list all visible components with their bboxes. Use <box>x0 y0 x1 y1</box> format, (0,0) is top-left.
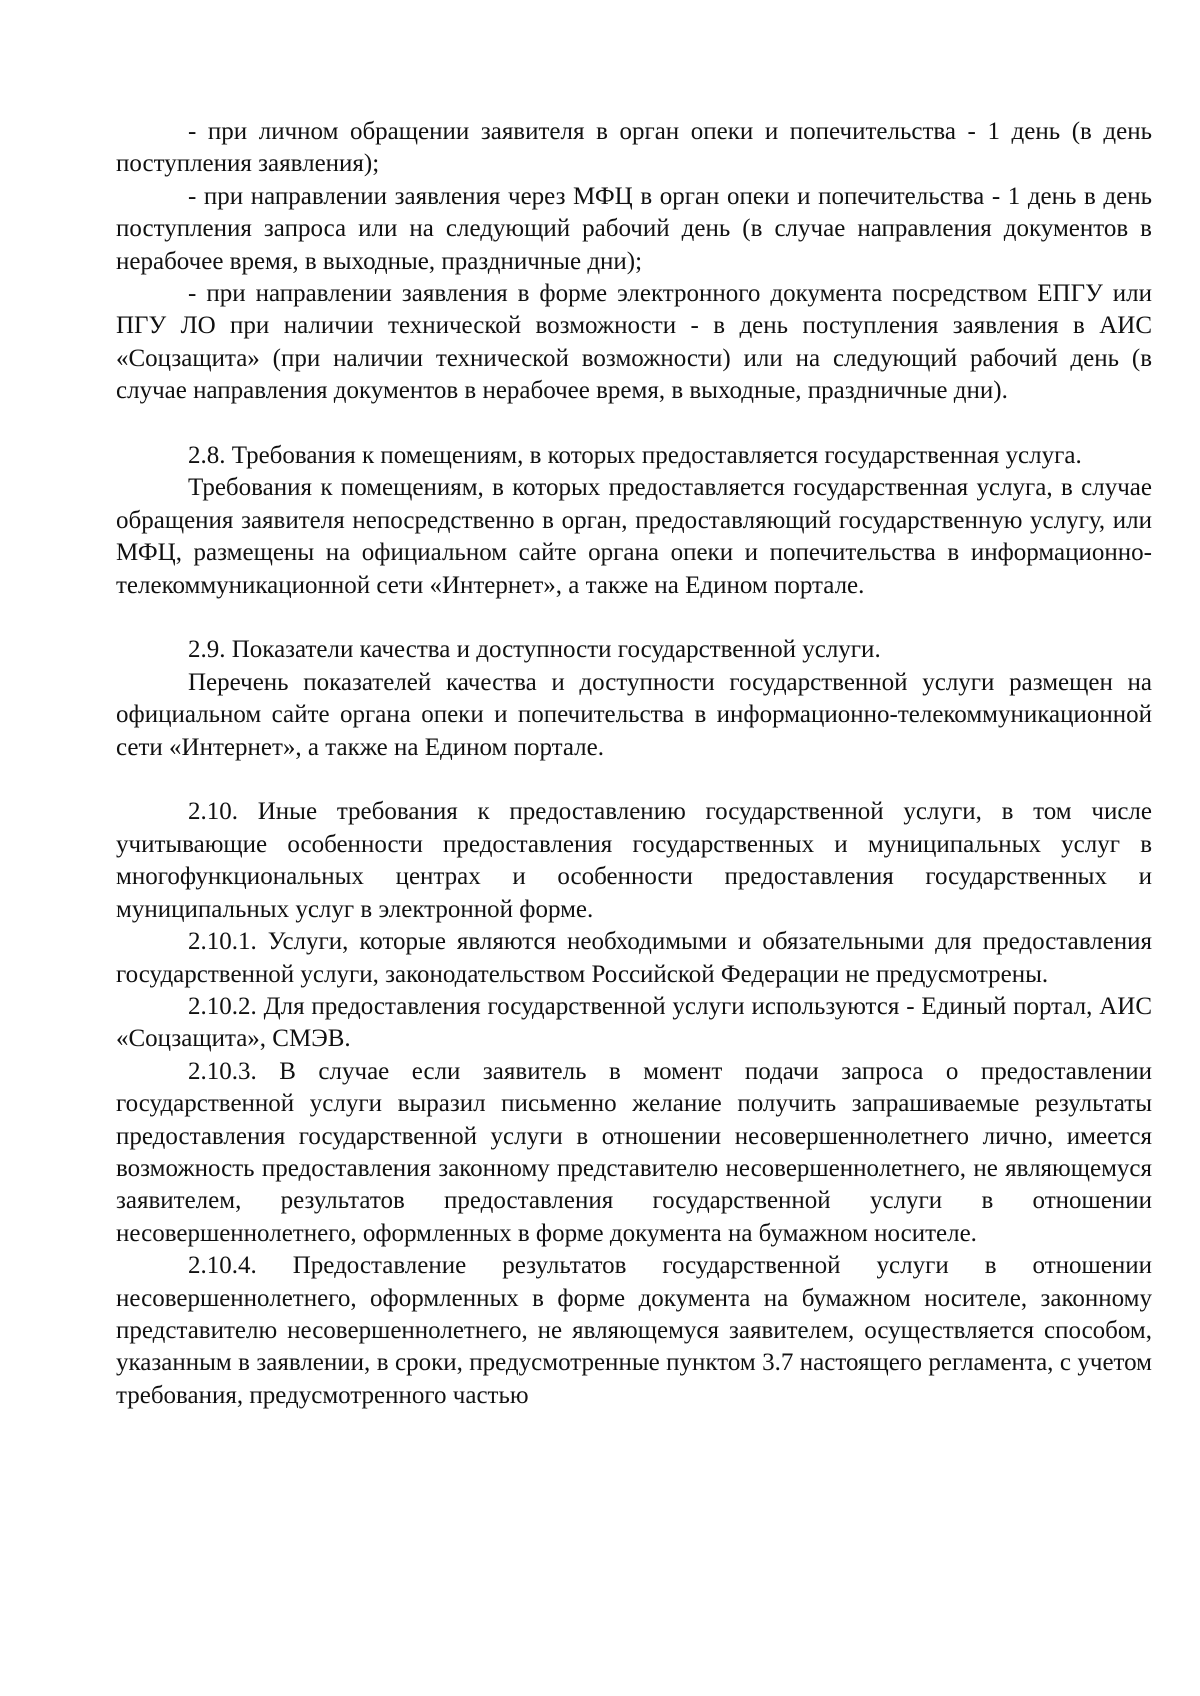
paragraph-personal-visit: - при личном обращении заявителя в орган опеки и попечительства - 1 день (в день поступления заявления); <box>116 118 1152 178</box>
section-heading-2-9: 2.9. Показатели качества и доступности государственной услуги. <box>188 636 881 664</box>
paragraph-2-10-4: 2.10.4. Предоставление результатов государственной услуги в отношении несовершеннолетнего, оформленных в форме документа на бумажном носителе, законному представителю несовершеннолетнего, не являющемуся заявителем, осуществляется способом, указанным в заявлении, в сроки, предусмотренные пунктом 3.7 настоящего регламента, с учетом требования, предусмотренного частью <box>116 1252 1152 1409</box>
paragraph-2-10-1: 2.10.1. Услуги, которые являются необходимыми и обязательными для предоставления государственной услуги, законодательством Российской Федерации не предусмотрены. <box>116 928 1152 988</box>
paragraph-quality-indicators: Перечень показателей качества и доступности государственной услуги размещен на официальном сайте органа опеки и попечительства в информационно-телекоммуникационной сети «Интернет», а также на Едином портале. <box>116 668 1152 761</box>
paragraph-premises-requirements: Требования к помещениям, в которых предоставляется государственная услуга, в случае обращения заявителя непосредственно в орган, предоставляющий государственную услугу, или МФЦ, размещены на официальном сайте органа опеки и попечительства в информационно-телекоммуникационной сети «Интернет», а также на Едином портале. <box>116 474 1152 599</box>
section-heading-2-8: 2.8. Требования к помещениям, в которых предоставляется государственная услуга. <box>188 442 1082 470</box>
paragraph-mfc-submission: - при направлении заявления через МФЦ в орган опеки и попечительства - 1 день в день поступления запроса или на следующий рабочий день (в случае направления документов в нерабочее время, в выходные, праздничные дни); <box>116 182 1152 275</box>
document-body <box>116 116 1152 1412</box>
section-heading-2-10: 2.10. Иные требования к предоставлению государственной услуги, в том числе учитывающие особенности предоставления государственных и муниципальных услуг в многофункциональных центрах и особенности предоставления государственных и муниципальных услуг в электронной форме. <box>116 798 1152 923</box>
paragraph-electronic-submission: - при направлении заявления в форме электронного документа посредством ЕПГУ или ПГУ ЛО при наличии технической возможности - в день поступления заявления в АИС «Соцзащита» (при наличии технической возможности) или на следующий рабочий день (в случае направления документов в нерабочее время, в выходные, праздничные дни). <box>116 280 1152 405</box>
paragraph-2-10-2: 2.10.2. Для предоставления государственной услуги используются - Единый портал, АИС «Соцзащита», СМЭВ. <box>116 992 1152 1053</box>
paragraph-2-10-3: 2.10.3. В случае если заявитель в момент подачи запроса о предоставлении государственной услуги выразил письменно желание получить запрашиваемые результаты предоставления государственной услуги в отношении несовершеннолетнего лично, имеется возможность предоставления законному представителю несовершеннолетнего, не являющемуся заявителем, результатов предоставления государственной услуги в отношении несовершеннолетнего, оформленных в форме документа на бумажном носителе. <box>116 1057 1152 1247</box>
